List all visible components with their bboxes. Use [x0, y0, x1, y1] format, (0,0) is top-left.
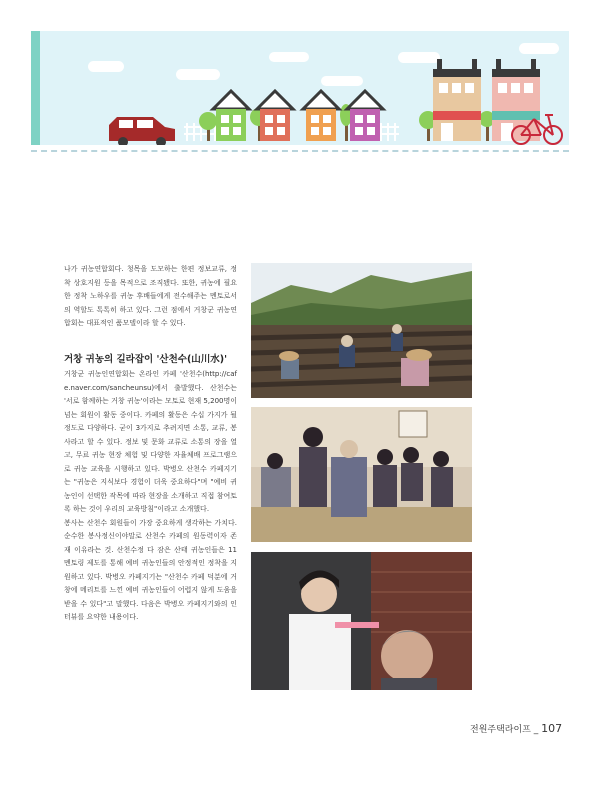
paragraph-service: 봉사는 산천수 회원들이 가장 중요하게 생각하는 가치다. 순수한 봉사정신이야말로 산천수 카페의 원동력이자 존재 이유라는 것. 산천수정 다 잠은 산태 귀농인들은 11 멘토링 제도를 통해 예비 귀농인들의 안정적인 정착을 지원하고 있다. 박병오 카페지기는 "산천수 카페 덕분에 거창에 메리트를 느낀 예비 귀농인들이 어렵지 않게 도움을 받을 수 있다"고 말했다. 다음은 박병오 카페지기와의 인터뷰를 요약한 내용이다.	[64, 518, 237, 621]
header-banner	[31, 31, 569, 145]
page-footer	[470, 722, 562, 735]
magazine-name: 전원주택라이프	[470, 725, 531, 735]
car-icon	[109, 117, 175, 145]
house-icon	[347, 91, 383, 141]
dashed-divider	[31, 150, 569, 152]
town-illustration	[31, 31, 569, 145]
article-subheading: 거창 귀농의 길라잡이 '산천수(山川水)'	[64, 354, 228, 365]
shop-building-icon	[433, 59, 481, 141]
page-number: 107	[541, 722, 563, 735]
article-body	[64, 368, 237, 625]
article-intro	[64, 263, 237, 331]
house-icon	[303, 91, 339, 141]
photo-farm-field	[251, 263, 472, 398]
photo-haircut-volunteer	[251, 552, 472, 690]
house-icon	[213, 91, 249, 141]
banner-accent-bar	[31, 31, 40, 145]
paragraph-body: 거창군 귀농인연합회는 온라인 카페 '산천수(http://cafe.naver.com/sancheunsu)에서 출발했다. 산천수는 '서로 함께하는 거창 귀농'이라는 모토로 현재 5,200명이 넘는 회원이 활동 중이다. 카페의 활동은 수십 가지가 될 정도로 다양하다. 굳이 3가지로 추려지면 소통, 교류, 봉사라고 할 수 있다. 정보 및 문화 교류로 소통의 장을 열고, 무료 귀농 현장 체험 및 다양한 자율체배 프로그램으로 귀농 교육을 시행하고 있다. 박병오 산천수 카페지기는 "귀농은 지식보다 경험이 더욱 중요하다"며 "예비 귀농인이 선택한 작목에 따라 현장을 소개하고 직접 참여토록 하는 것이 우리의 교육방침"이라고 소개했다.	[64, 370, 237, 513]
paragraph-intro: 나가 귀농연합회다. 청목을 도모하는 한편 정보교류, 정착 상호지원 등을 목적으로 조직됐다. 또한, 귀농에 필요한 정착 노하우를 귀농 후배들에게 전수해주는 멘토로서의 역할도 톡톡히 하고 있다. 그런 점에서 거창군 귀농연합회는 대표적인 품모델이라 할 수 있다.	[64, 265, 237, 327]
house-icon	[257, 91, 293, 141]
footer-separator: _	[533, 725, 539, 735]
photo-indoor-service	[251, 407, 472, 542]
